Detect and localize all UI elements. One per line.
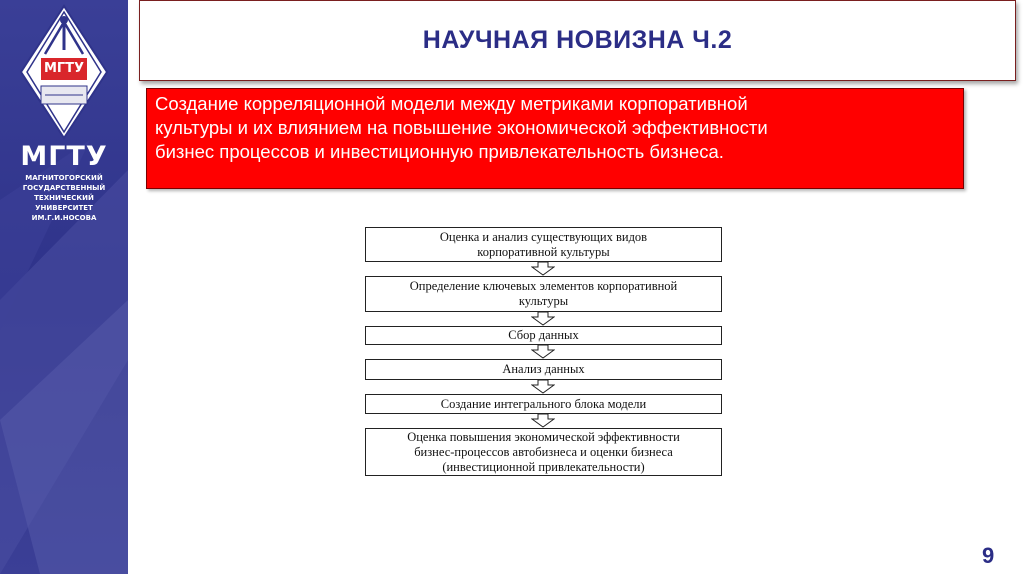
flow-arrow-icon [531, 262, 555, 276]
flow-step-line: Анализ данных [502, 362, 585, 376]
highlight-line: бизнес процессов и инвестиционную привлекательность бизнеса. [155, 141, 724, 162]
flow-step-line: культуры [518, 294, 569, 308]
page-number: 9 [982, 543, 995, 568]
flow-step [365, 276, 722, 312]
university-line: ГОСУДАРСТВЕННЫЙ [22, 184, 106, 192]
university-line: УНИВЕРСИТЕТ [35, 204, 93, 212]
university-line: МАГНИТОГОРСКИЙ [25, 174, 103, 182]
highlight-line: культуры и их влиянием на повышение экономической эффективности [155, 117, 768, 138]
flow-step [365, 227, 722, 262]
university-line: ИМ.Г.И.НОСОВА [31, 214, 97, 222]
flow-step [365, 359, 722, 380]
flow-step-line: Создание интегрального блока модели [440, 396, 647, 411]
flow-step-line: (инвестиционной привлекательности) [442, 459, 645, 474]
flow-arrow-icon [531, 312, 555, 326]
brand-name: МГТУ [20, 141, 108, 172]
flow-step [365, 326, 722, 345]
slide-title: НАУЧНАЯ НОВИЗНА Ч.2 [422, 26, 733, 54]
flow-step-line: Определение ключевых элементов корпоративной [409, 279, 678, 293]
highlight-line: Создание корреляционной модели между метриками корпоративной [155, 93, 748, 114]
flow-arrow-icon [531, 414, 555, 428]
flow-arrow-icon [531, 345, 555, 359]
flow-step-line: Оценка и анализ существующих видов [439, 229, 648, 244]
university-line: ТЕХНИЧЕСКИЙ [34, 194, 94, 202]
flow-step-line: бизнес-процессов автобизнеса и оценки бизнеса [414, 444, 673, 459]
flow-arrow-icon [531, 380, 555, 394]
flow-step [365, 394, 722, 414]
flow-step-line: Сбор данных [508, 328, 579, 342]
flow-step-line: Оценка повышения экономической эффективности [407, 429, 680, 444]
flow-step [365, 428, 722, 476]
emblem-label: МГТУ [43, 61, 85, 76]
flow-step-line: корпоративной культуры [477, 244, 610, 259]
